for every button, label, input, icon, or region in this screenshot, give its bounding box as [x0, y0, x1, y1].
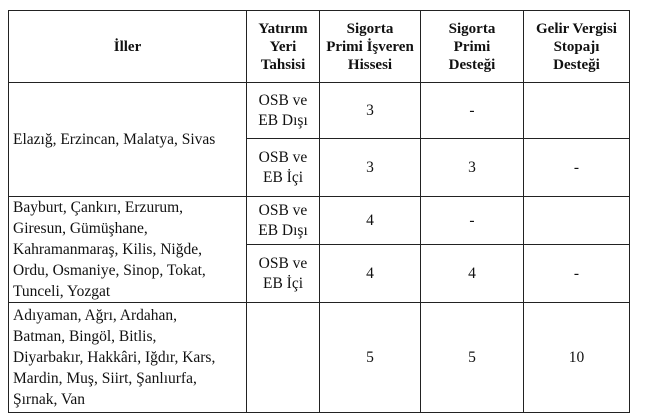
province-line: Ordu, Osmaniye, Sinop, Tokat,: [13, 262, 206, 279]
insurance-support-cell: 5: [421, 303, 524, 413]
header-employer-insurance-line3: Hissesi: [347, 56, 393, 73]
incentive-table: [8, 10, 630, 413]
location-line2: EB Dışı: [258, 111, 308, 129]
province-line: Tunceli, Yozgat: [13, 283, 111, 300]
employer-share-cell: 4: [320, 197, 421, 245]
employer-share-cell: 4: [320, 245, 421, 303]
provinces-cell: Elazığ, Erzincan, Malatya, Sivas: [9, 83, 247, 197]
province-line: Bayburt, Çankırı, Erzurum,: [13, 199, 184, 216]
header-insurance-support-line1: Sigorta: [448, 20, 496, 37]
header-row: [9, 11, 630, 83]
income-tax-cell: [524, 83, 630, 139]
header-employer-insurance-line1: Sigorta: [346, 20, 394, 37]
income-tax-cell: 10: [524, 303, 630, 413]
header-provinces: [9, 11, 247, 83]
location-line1: OSB ve: [258, 254, 308, 272]
income-tax-cell: -: [524, 245, 630, 303]
employer-share-cell: 5: [320, 303, 421, 413]
province-line: Mardin, Muş, Siirt, Şanlıurfa,: [13, 370, 197, 387]
investment-location-cell: [247, 245, 320, 303]
province-line: Şırnak, Van: [13, 391, 86, 408]
location-line2: EB Dışı: [258, 221, 308, 239]
province-line: Giresun, Gümüşhane,: [13, 220, 148, 237]
employer-share-cell: 3: [320, 83, 421, 139]
header-income-tax-line2: Stopajı: [553, 38, 600, 55]
header-insurance-support: [421, 11, 524, 83]
investment-location-cell: [247, 197, 320, 245]
provinces-cell: [9, 303, 247, 413]
province-line: Adıyaman, Ağrı, Ardahan,: [13, 307, 178, 324]
location-line2: EB İçi: [262, 274, 304, 292]
province-line: Diyarbakır, Hakkâri, Iğdır, Kars,: [13, 349, 216, 366]
location-line2: EB İçi: [262, 168, 304, 186]
insurance-support-cell: -: [421, 83, 524, 139]
table-row: [9, 303, 630, 413]
investment-location-cell: [247, 139, 320, 197]
employer-share-cell: 3: [320, 139, 421, 197]
header-income-tax-line1: Gelir Vergisi: [536, 20, 617, 37]
investment-location-cell: [247, 303, 320, 413]
income-tax-cell: -: [524, 139, 630, 197]
location-line1: OSB ve: [258, 148, 308, 166]
header-income-tax-line3: Desteği: [553, 56, 600, 73]
location-line1: OSB ve: [258, 91, 308, 109]
header-investment-location: [247, 11, 320, 83]
insurance-support-cell: 3: [421, 139, 524, 197]
insurance-support-cell: 4: [421, 245, 524, 303]
provinces-cell: [9, 197, 247, 303]
investment-location-cell: [247, 83, 320, 139]
header-investment-location-line3: Tahsisi: [260, 56, 306, 73]
table-row: [9, 197, 630, 245]
header-income-tax-support: [524, 11, 630, 83]
province-line: Kahramanmaraş, Kilis, Niğde,: [13, 241, 202, 258]
table-row: [9, 83, 630, 139]
province-line: Batman, Bingöl, Bitlis,: [13, 328, 157, 345]
header-insurance-support-line3: Desteği: [448, 56, 496, 73]
header-insurance-support-line2: Primi: [453, 38, 491, 55]
header-provinces-label: İller: [113, 38, 142, 55]
header-investment-location-line1: Yatırım: [258, 20, 308, 37]
location-line1: OSB ve: [258, 201, 308, 219]
header-investment-location-line2: Yeri: [269, 38, 297, 55]
header-employer-insurance-line2: Primi İşveren: [326, 38, 414, 55]
insurance-support-cell: -: [421, 197, 524, 245]
income-tax-cell: [524, 197, 630, 245]
header-employer-insurance-share: [320, 11, 421, 83]
